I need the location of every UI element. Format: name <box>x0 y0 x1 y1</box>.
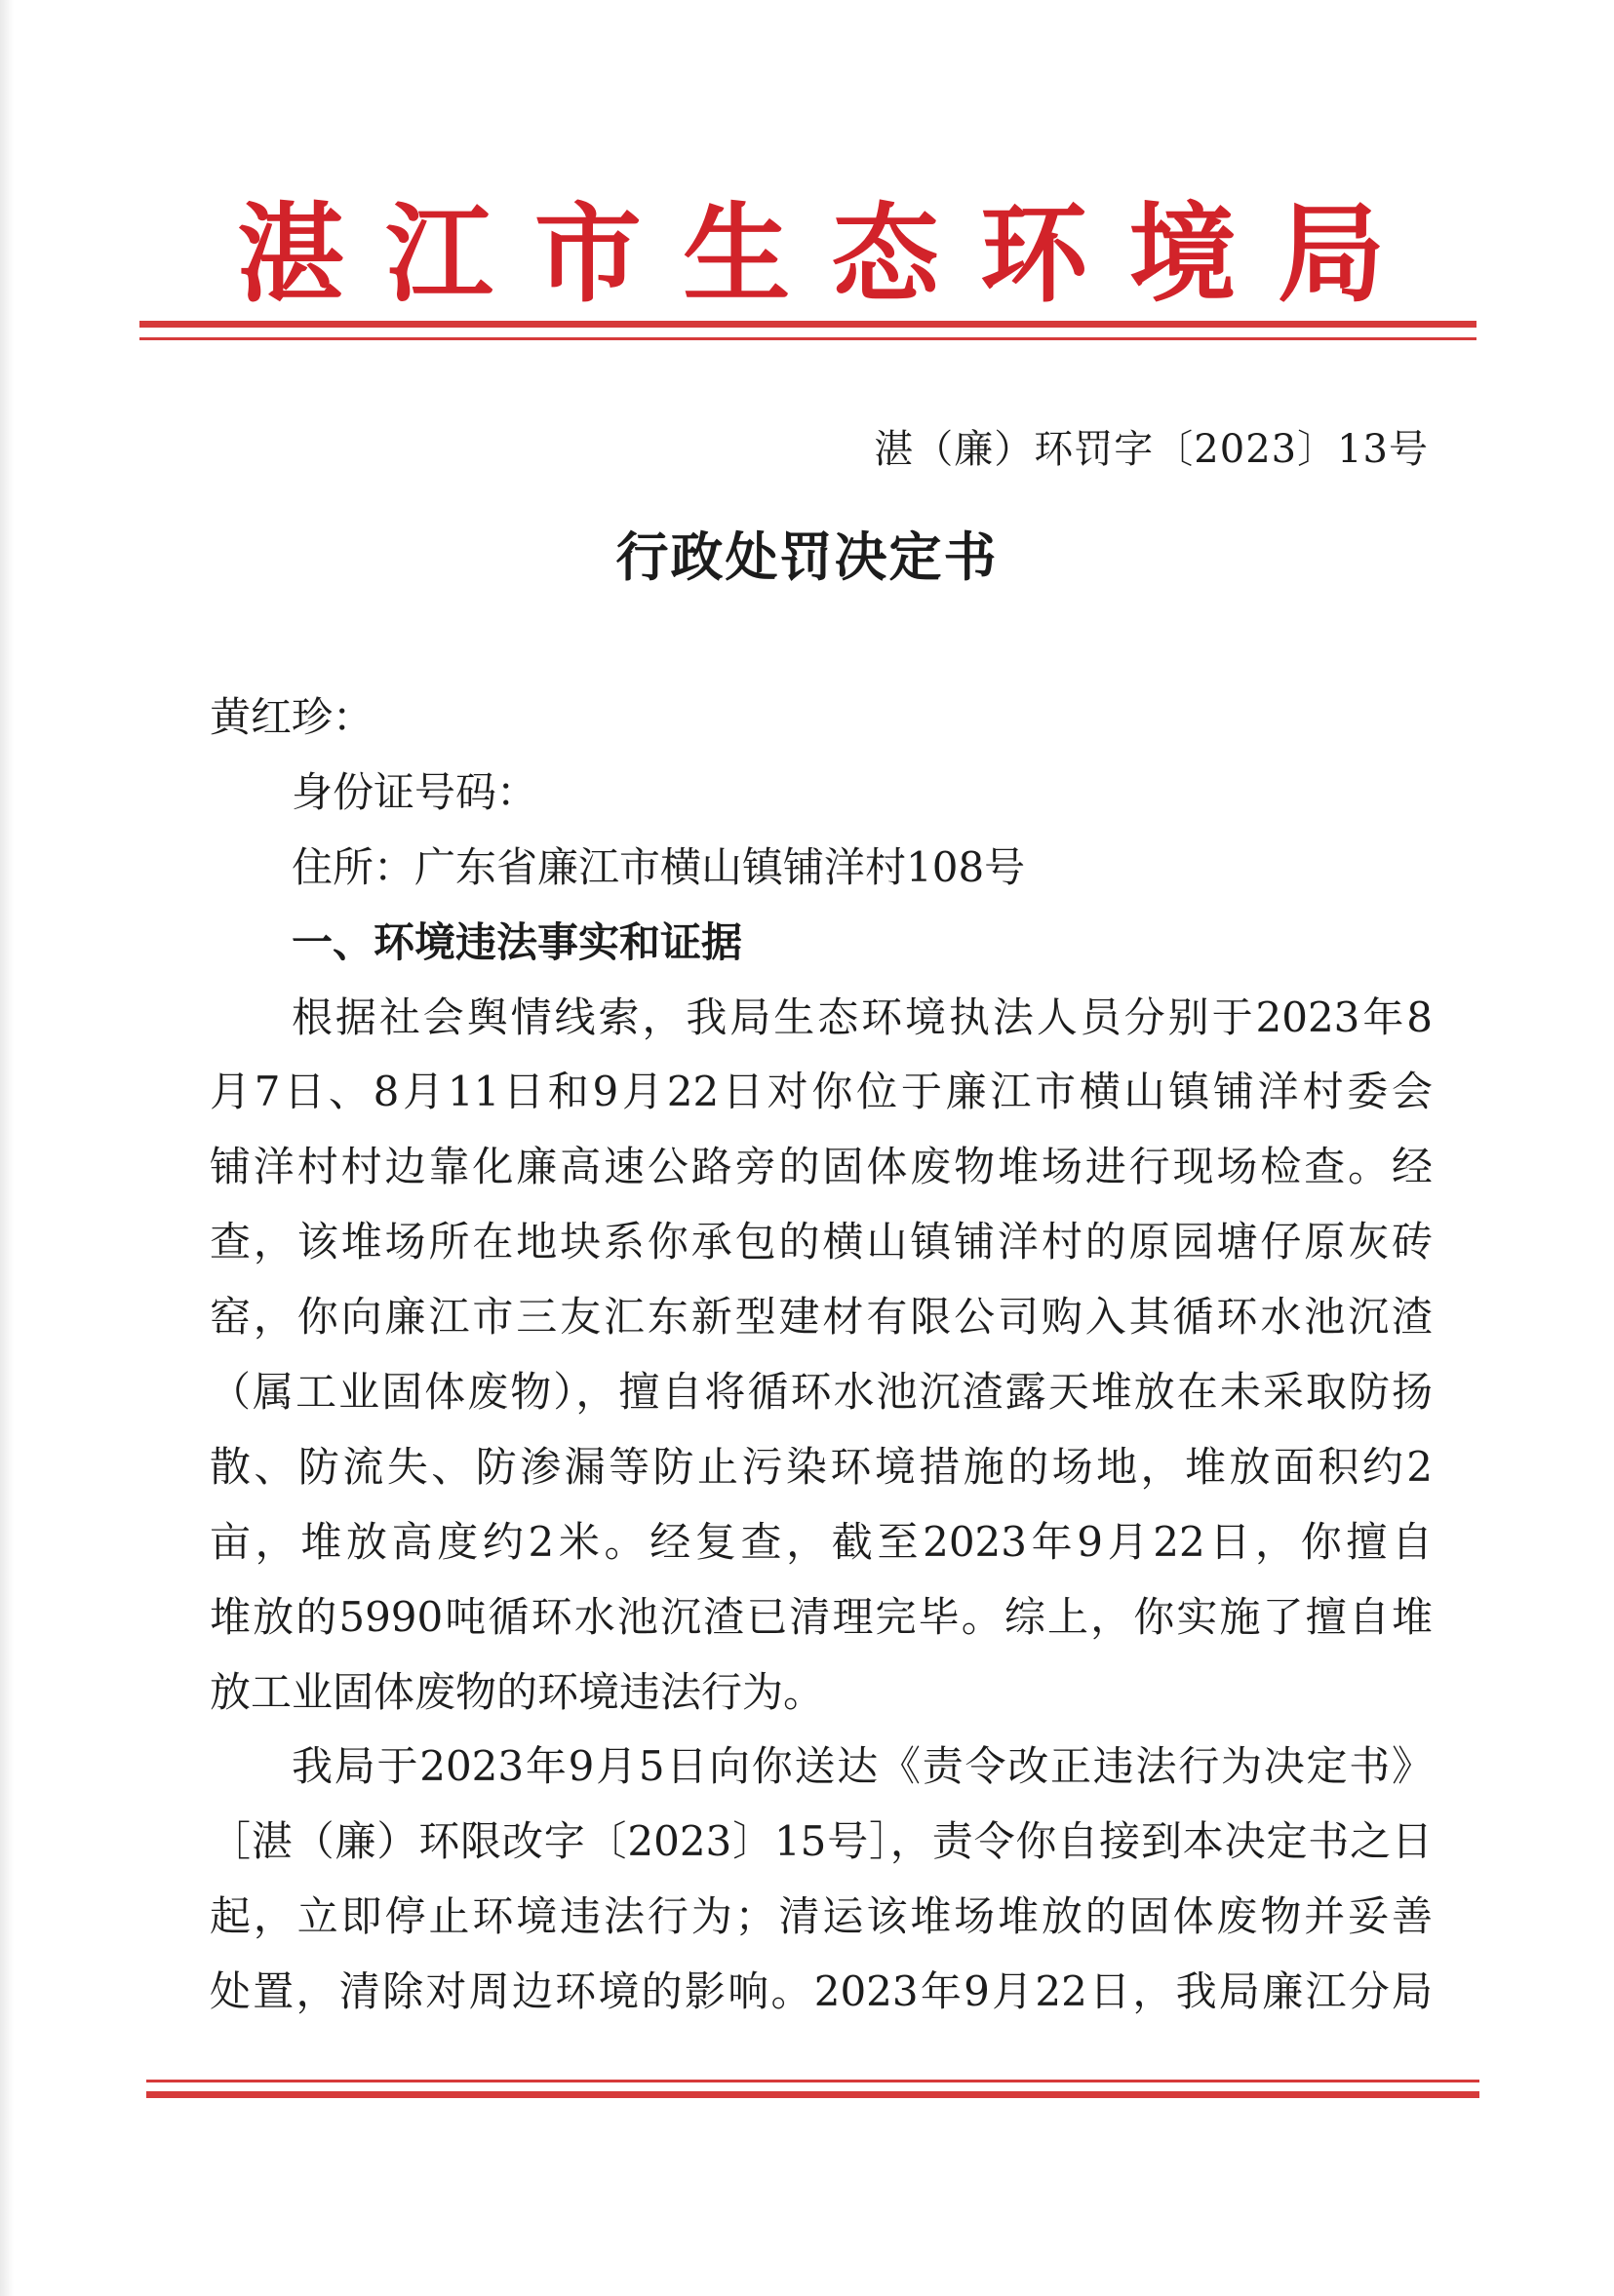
paragraph2-line: 起，立即停止环境违法行为；清运该堆场堆放的固体废物并妥善 <box>210 1892 1433 1941</box>
paragraph1-line: 根据社会舆情线索，我局生态环境执法人员分别于2023年8 <box>292 992 1433 1041</box>
paragraph1-line: 窑，你向廉江市三友汇东新型建材有限公司购入其循环水池沉渣 <box>210 1293 1433 1342</box>
paragraph1-line: 堆放的5990吨循环水池沉渣已清理完毕。综上，你实施了擅自堆 <box>210 1592 1433 1641</box>
paragraph1-line: 月7日、8月11日和9月22日对你位于廉江市横山镇铺洋村委会 <box>210 1068 1433 1116</box>
scan-edge <box>0 0 14 2296</box>
document-title: 行政处罚决定书 <box>615 525 999 588</box>
paragraph2-line: 处置，清除对周边环境的影响。2023年9月22日，我局廉江分局 <box>210 1967 1433 2016</box>
paragraph1-line: 铺洋村村边靠化廉高速公路旁的固体废物堆场进行现场检查。经 <box>210 1143 1433 1191</box>
document-number: 湛（廉）环罚字〔2023〕13号 <box>874 427 1429 472</box>
section-heading: 一、环境违法事实和证据 <box>292 917 743 966</box>
footer-rule-thick <box>146 2091 1479 2098</box>
footer-rule-thin <box>146 2080 1479 2082</box>
recipient-name: 黄红珍： <box>210 693 374 741</box>
recipient-address: 住所：广东省廉江市横山镇铺洋村108号 <box>292 842 1026 891</box>
agency-letterhead: 湛江市生态环境局 <box>237 191 1385 317</box>
paragraph1-line: 查，该堆场所在地块系你承包的横山镇铺洋村的原园塘仔原灰砖 <box>210 1218 1433 1266</box>
recipient-id: 身份证号码： <box>292 767 538 816</box>
paragraph1-last-line: 放工业固体废物的环境违法行为。 <box>210 1667 825 1716</box>
paragraph2-line: ［湛（廉）环限改字〔2023〕15号］，责令你自接到本决定书之日 <box>210 1817 1433 1866</box>
paragraph1-line: 散、防流失、防渗漏等防止污染环境措施的场地，堆放面积约2 <box>210 1442 1433 1491</box>
document-body <box>210 681 1433 2030</box>
paragraph2-line: 我局于2023年9月5日向你送达《责令改正违法行为决定书》 <box>292 1742 1433 1791</box>
letterhead-rule-thin <box>139 337 1476 340</box>
letterhead-rule-thick <box>139 321 1476 328</box>
paragraph1-line: （属工业固体废物），擅自将循环水池沉渣露天堆放在未采取防扬 <box>210 1368 1433 1417</box>
paragraph1-line: 亩，堆放高度约2米。经复查，截至2023年9月22日，你擅自 <box>210 1517 1433 1566</box>
